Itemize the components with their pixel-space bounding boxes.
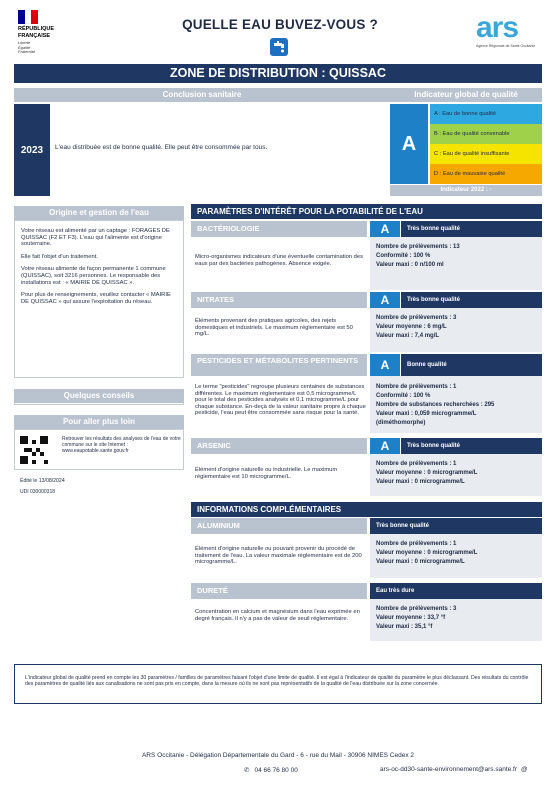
param-quality-label: Bonne qualité	[401, 354, 542, 376]
legend-item-d: D : Eau de mauvaise qualité	[430, 164, 542, 184]
param-stats: Nombre de prélèvements : 13 Conformité : 100 % Valeur maxi : 0 n/100 ml	[370, 237, 542, 290]
param-name-nitrates: NITRATES	[191, 292, 367, 308]
origin-paragraph: Pour plus de renseignements, veuillez contacter « MAIRIE DE QUISSAC » qui assure l'exploitation du réseau.	[21, 292, 171, 305]
param-description: Éléments provenant des pratiques agricoles, des rejets domestiques et industriels. Le maximum réglementaire est 50 mg/L.	[195, 318, 353, 338]
origin-header: Origine et gestion de l'eau	[14, 206, 184, 220]
param-stats: Nombre de prélèvements : 3 Valeur moyenne : 6 mg/L Valeur maxi : 7,4 mg/L	[370, 308, 542, 352]
page-title: QUELLE EAU BUVEZ-VOUS ?	[182, 17, 378, 32]
water-tap-icon	[270, 38, 288, 56]
ars-logo: ars Agence Régionale de Santé Occitanie	[476, 11, 536, 48]
extra-name-aluminium: ALUMINIUM	[191, 518, 367, 534]
indicator-header: Indicateur global de qualité	[390, 88, 542, 102]
rf-motto: Liberté Égalité Fraternité	[18, 40, 36, 54]
at-icon: @	[521, 766, 528, 773]
legend-item-a: A : Eau de bonne qualité	[430, 104, 542, 124]
rf-name-line2: FRANÇAISE	[18, 32, 51, 39]
origin-box	[14, 220, 184, 378]
legend-item-c: C : Eau de qualité insuffisante	[430, 144, 542, 164]
param-description: Micro-organismes indicateurs d'une éventuelle contamination des eaux par des bactéries pathogènes. Absence exigée.	[195, 254, 364, 267]
extra-description: Élément d'origine naturelle ou pouvant provenir du procédé de traitement de l'eau. La valeur maximale réglementaire est de 200 microgramme/L.	[195, 546, 362, 566]
extra-quality-label: Très bonne qualité	[370, 518, 542, 534]
phone-icon: ✆	[244, 767, 250, 774]
advice-box	[14, 403, 184, 405]
extra-description: Concentration en calcium et magnésium dans l'eau exprimée en degré français. Il n'y a pas de valeur de seuil réglementaire.	[195, 609, 360, 622]
param-stats: Nombre de prélèvements : 1 Conformité : 100 % Nombre de substances recherchées : 295 Valeur maxi : 0,059 microgramme/L (diméthomorphe)	[370, 376, 542, 433]
marianne-flag-icon	[18, 10, 38, 24]
param-grade-badge: A	[370, 292, 400, 308]
extra-name-durete: DURETÉ	[191, 583, 367, 599]
param-stats: Nombre de prélèvements : 1 Valeur moyenne : 0 microgramme/L Valeur maxi : 0 microgramme/L	[370, 454, 542, 496]
origin-paragraph: Votre réseau alimente de façon permanente 1 commune (QUISSAC), soit 3216 personnes. Le responsable des installations est : « MAIRIE DE QUISSAC ».	[21, 266, 166, 286]
param-quality-label: Très bonne qualité	[401, 438, 542, 454]
param-quality-label: Très bonne qualité	[401, 221, 542, 237]
extra-stats: Nombre de prélèvements : 3 Valeur moyenne : 33,7 °f Valeur maxi : 35,1 °f	[370, 599, 542, 641]
global-grade-badge: A	[390, 104, 428, 184]
param-quality-label: Très bonne qualité	[401, 292, 542, 308]
indicator-note: L'indicateur global de qualité prend en compte les 30 paramètres / familles de paramètres faisant l'objet d'une limite de qualité. Il est égal à l'indicateur de qualité du paramètre le plus déclassant. Des résultats du contrôle des paramètres de qualité liés aux canalisations ne sont pas pris en compte, dans la mesure où ils ne sont pas représentatifs de la qualité de l'eau distribuée sur la zone concernée.	[14, 664, 542, 704]
param-name-arsenic: ARSENIC	[191, 438, 367, 454]
conclusion-header: Conclusion sanitaire	[14, 88, 390, 102]
legend-item-b: B : Eau de qualité convenable	[430, 124, 542, 144]
more-link-text[interactable]: Retrouver les résultats des analyses de l'eau de votre commune sur le site Internet : www.eaupotable.sante.gouv.fr	[62, 436, 181, 454]
edit-date: Édité le 13/08/2024	[20, 478, 65, 484]
email-address: ars-oc-dd30-sante-environnement@ars.sante.fr	[380, 766, 518, 773]
footer-phone[interactable]	[244, 766, 298, 774]
phone-number: 04 66 76 80 00	[254, 766, 298, 774]
advice-header: Quelques conseils	[14, 389, 184, 403]
param-description: Élément d'origine naturelle ou industrielle. Le maximum réglementaire est 10 microgramme/L.	[195, 467, 338, 480]
previous-indicator: Indicateur 2022 : -	[390, 185, 542, 196]
extra-stats: Nombre de prélèvements : 1 Valeur moyenne : 0 microgramme/L Valeur maxi : 0 microgramme/L	[370, 534, 542, 578]
origin-paragraph: Votre réseau est alimenté par un captage : FORAGES DE QUISSAC (F2 ET F3). L'eau qui l'alimente est d'origine souterraine.	[21, 228, 170, 248]
param-name-pesticides: PESTICIDES ET MÉTABOLITES PERTINENTS	[191, 354, 367, 376]
param-name-bacteriologie: BACTÉRIOLOGIE	[191, 221, 367, 237]
more-header: Pour aller plus loin	[14, 415, 184, 429]
extra-quality-label: Eau très dure	[370, 583, 542, 599]
republique-francaise-logo	[18, 10, 78, 55]
zone-title: ZONE DE DISTRIBUTION : QUISSAC	[14, 64, 542, 83]
conclusion-year: 2023	[14, 104, 50, 196]
footer-email[interactable]	[380, 766, 528, 773]
param-grade-badge: A	[370, 438, 400, 454]
rf-name-line1: RÉPUBLIQUE	[18, 26, 55, 32]
param-grade-badge: A	[370, 221, 400, 237]
conclusion-text: L'eau distribuée est de bonne qualité. Elle peut être consommée par tous.	[55, 144, 268, 151]
origin-paragraph: Elle fait l'objet d'un traitement.	[21, 253, 98, 260]
params-header: PARAMÈTRES D'INTÉRÊT POUR LA POTABILITÉ DE L'EAU	[191, 204, 542, 219]
qr-code-icon[interactable]	[20, 436, 48, 464]
footer-address: ARS Occitanie - Délégation Départementale du Gard - 6 - rue du Mail - 30906 NIMES Cedex 2	[141, 752, 415, 759]
param-grade-badge: A	[370, 354, 400, 376]
extra-header: INFORMATIONS COMPLÉMENTAIRES	[191, 502, 542, 517]
udi-code: UDI 030000318	[20, 489, 56, 495]
param-description: Le terme "pesticides" regroupe plusieurs centaines de substances différentes. Le maximum réglementaire est 0,5 microgramme/L pour le total des pesticides analysés et 0,1 microgramme/L pour chaque substance. En-deçà de la valeur sanitaire propre à chaque pesticide, l'eau peut être consommée sans risque pour la santé.	[195, 384, 366, 417]
